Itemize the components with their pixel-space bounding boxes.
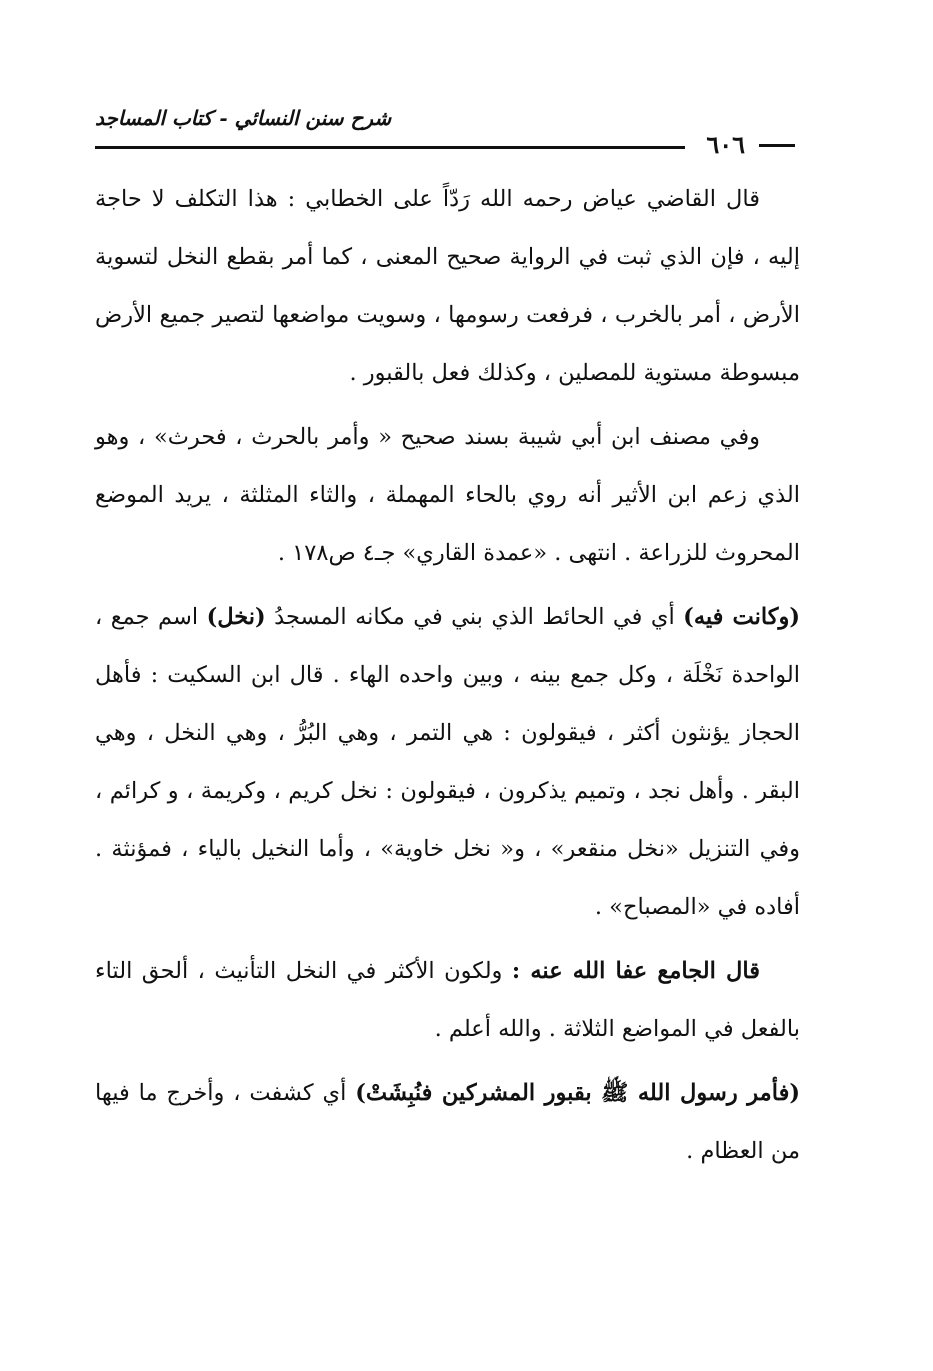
paragraph-text: وفي مصنف ابن أبي شيبة بسند صحيح « وأمر بالحرث ، فحرث» ، وهو الذي زعم ابن الأثير أنه روي بالحاء المهملة ، والثاء المثلثة ، يريد الموضع المحروث للزراعة . انتهى . «عمدة القاري» جـ٤ ص١٧٨ .	[95, 424, 800, 566]
paragraph-text: اسم جمع ، الواحدة نَخْلَة ، وكل جمع بينه ، وبين واحده الهاء . قال ابن السكيت : فأهل الحجاز يؤنثون أكثر ، فيقولون : هي التمر ، وهي البُرُّ ، وهي النخل ، وهي البقر . وأهل نجد ، وتميم يذكرون ، فيقولون : نخل كريم ، وكريمة ، و كرائم ، وفي التنزيل «نخل منقعر» ، و« نخل خاوية» ، وأما النخيل بالياء ، فمؤنثة . أفاده في «المصباح» .	[95, 604, 800, 920]
page-number: ٦٠٦	[706, 130, 745, 159]
paragraph-text: ولكون الأكثر في النخل التأنيث ، ألحق التاء بالفعل في المواضع الثلاثة . والله أعلم .	[95, 958, 800, 1042]
bold-lead-phrase: (فأمر رسول الله ﷺ بقبور المشركين فنُبِشَتْ)	[355, 1080, 800, 1106]
page-body	[95, 170, 800, 1186]
paragraph-text: أي كشفت ، وأخرج ما فيها من العظام .	[95, 1080, 800, 1164]
page-header	[95, 100, 795, 160]
header-rule	[95, 146, 685, 149]
paragraph-ibn-abi-shaybah	[95, 408, 800, 582]
bold-lead-phrase: (وكانت فيه)	[683, 604, 800, 630]
paragraph-qadi-iyad	[95, 170, 800, 402]
paragraph-text: قال القاضي عياض رحمه الله رَدّاً على الخطابي : هذا التكلف لا حاجة إليه ، فإن الذي ثبت في الرواية صحيح المعنى ، كما أمر بقطع النخل لتسوية الأرض ، أمر بالخرب ، فرفعت رسومها ، وسويت مواضعها لتصير جميع الأرض مبسوطة مستوية للمصلين ، وكذلك فعل بالقبور .	[95, 186, 800, 386]
bold-term: (نخل)	[206, 604, 266, 630]
header-dash	[759, 144, 795, 147]
running-book-title: شرح سنن النسائي - كتاب المساجد	[95, 106, 392, 130]
paragraph-nakhl	[95, 588, 800, 936]
paragraph-al-jami	[95, 942, 800, 1058]
bold-lead-phrase: قال الجامع عفا الله عنه :	[511, 958, 760, 984]
paragraph-text: أي في الحائط الذي بني في مكانه المسجدُ	[265, 604, 684, 630]
paragraph-exhumation	[95, 1064, 800, 1180]
